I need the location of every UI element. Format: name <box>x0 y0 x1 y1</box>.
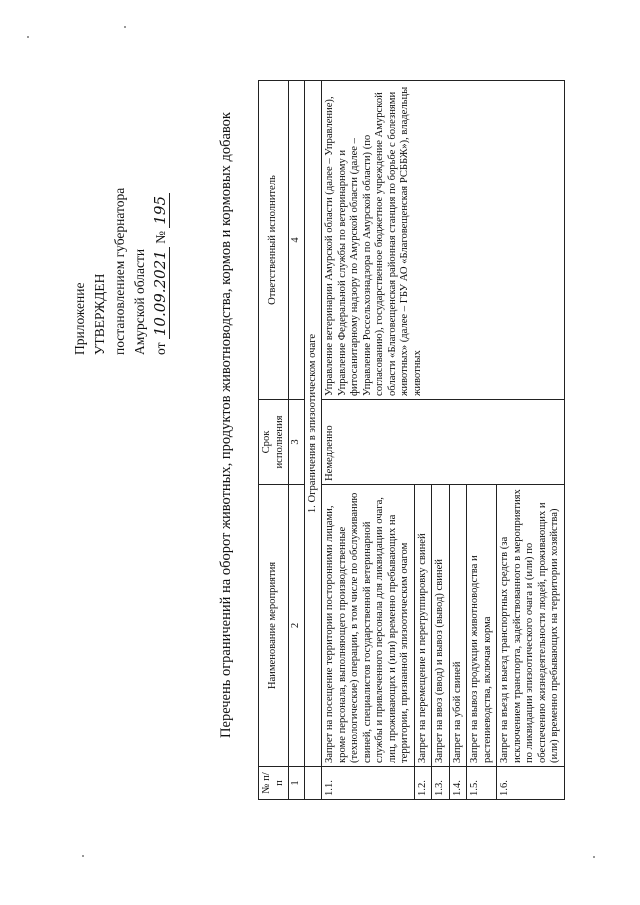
section-row <box>304 81 322 800</box>
approval-line-region: Амурской области <box>132 248 147 355</box>
document-title: Перечень ограничений на оборот животных, продуктов животноводства, кормов и кормовых добавок <box>218 112 234 738</box>
table-row <box>322 81 415 800</box>
approval-line-appendix: Приложение <box>72 282 87 355</box>
row-number: 1.2. <box>414 767 432 800</box>
row-number: 1.3. <box>432 767 450 800</box>
row-number: 1.6. <box>497 767 565 800</box>
column-number-row <box>289 81 305 800</box>
row-executor: Управление ветеринарии Амурской области (далее – Управление), Управление Федеральной службы по ветеринарному и фитосанитарному надзору по Амурской области (далее – Управление Россельхознадзора по Амурской области) (по согласованию), государственное бюджетное учреждение Амурской области «Благовещенская районная станция по борьбе с болезнями животных» (далее – ГБУ АО «Благовещенская РСББЖ»), владельцы животных <box>322 81 565 400</box>
header-executor: Ответственный исполнитель <box>259 81 289 400</box>
row-measure: Запрет на ввоз (ввод) и вывоз (вывод) свиней <box>432 485 450 767</box>
restrictions-table <box>258 80 565 800</box>
header-measure-name: Наименование мероприятия <box>259 485 289 767</box>
scan-speck <box>27 36 29 38</box>
section-number-cell <box>304 767 322 800</box>
handwritten-number: 195 <box>151 193 170 228</box>
scan-speck <box>124 26 126 28</box>
column-number: 2 <box>289 485 305 767</box>
row-measure: Запрет на посещение территории посторонними лицами, кроме персонала, выполняющего производственные (технологические) операции, в том числе по обслуживанию свиней, специалистов государственной ветеринарной службы и привлеченного персонала для ликвидации очага, лиц, проживающих и (или) временно пребывающих на территории, признанной эпизоотическим очагом <box>322 485 415 767</box>
number-prefix: № <box>153 230 168 244</box>
approval-stamp <box>70 95 171 355</box>
row-number: 1.1. <box>322 767 415 800</box>
row-number: 1.4. <box>449 767 467 800</box>
row-measure: Запрет на въезд и выезд транспортных средств (за исключением транспорта, задействованного в мероприятиях по ликвидации эпизоотического очага и (или) по обеспечению жизнедеятельности людей, проживающих и (или) временно пребывающих на территории хозяйства) <box>497 485 565 767</box>
row-measure: Запрет на вывоз продукции животноводства и растениеводства, включая корма <box>467 485 497 767</box>
row-term: Немедленно <box>322 400 565 485</box>
handwritten-date: 10.09.2021 <box>151 247 170 339</box>
table-header-row <box>259 81 289 800</box>
row-number: 1.5. <box>467 767 497 800</box>
header-number: № п/п <box>259 767 289 800</box>
row-measure: Запрет на перемещение и перегруппировку свиней <box>414 485 432 767</box>
approval-date-line <box>150 95 171 355</box>
row-measure: Запрет на убой свиней <box>449 485 467 767</box>
column-number: 1 <box>289 767 305 800</box>
section-heading: 1. Ограничения в эпизоотическом очаге <box>304 81 322 767</box>
column-number: 4 <box>289 81 305 400</box>
scan-speck <box>82 855 84 857</box>
approval-line-resolution: постановлением губернатора <box>112 187 127 355</box>
scan-speck <box>593 856 595 858</box>
column-number: 3 <box>289 400 305 485</box>
date-prefix: от <box>153 342 168 355</box>
approval-line-approved: УТВЕРЖДЕН <box>92 273 107 355</box>
header-term: Срок исполнения <box>259 400 289 485</box>
